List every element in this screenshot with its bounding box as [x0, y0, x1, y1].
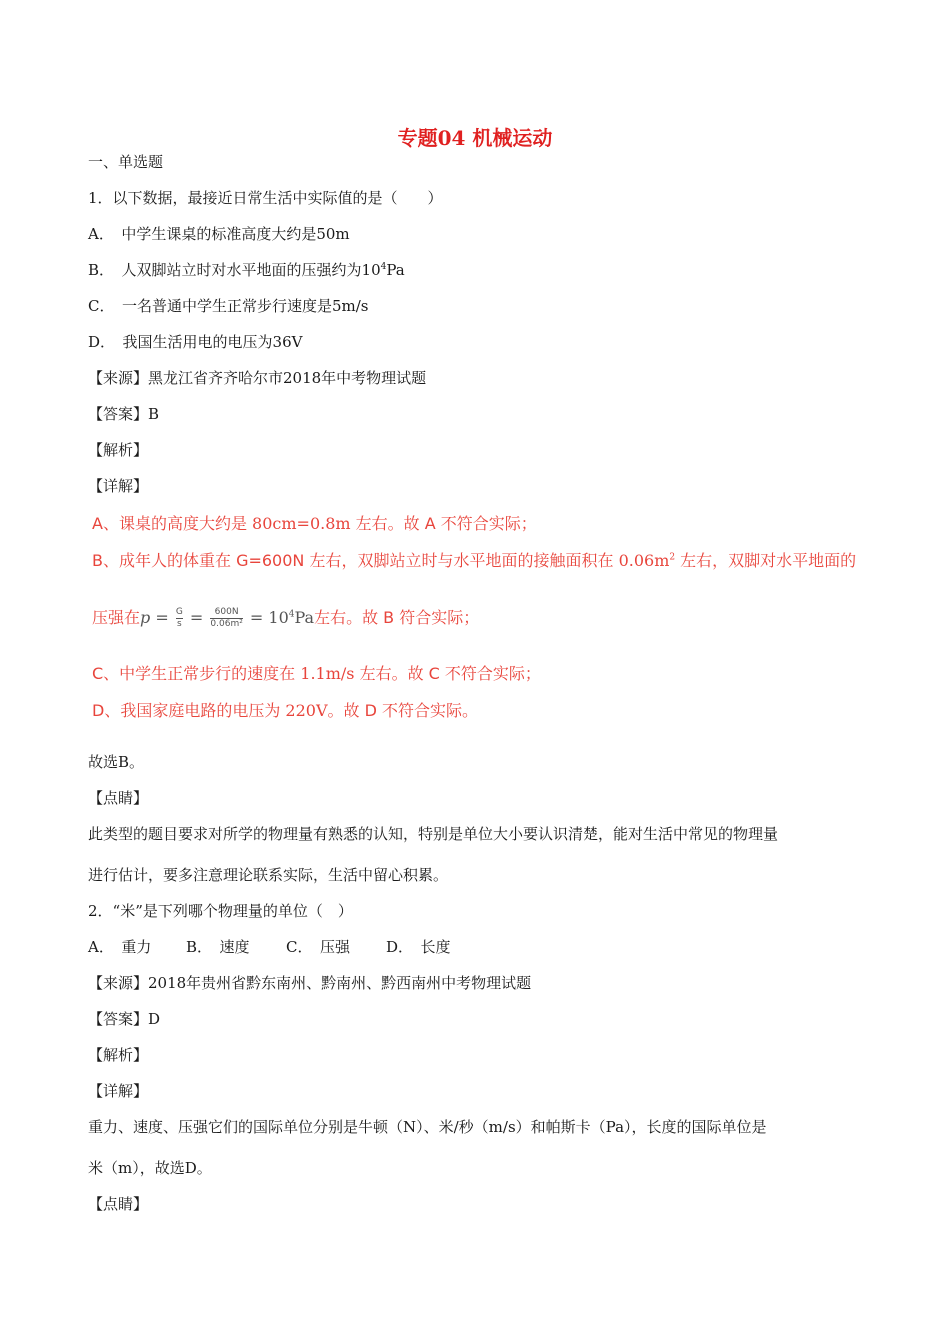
q1-stem: 1．以下数据，最接近日常生活中实际值的是（ ） — [88, 189, 443, 207]
q1-tip-text-2: 进行估计，要多注意理论联系实际，生活中留心积累。 — [88, 866, 449, 884]
q2-analysis-label: 【解析】 — [88, 1046, 149, 1064]
q1-detail-a: A、课桌的高度大约是 80cm=0.8m 左右。故 A 不符合实际； — [92, 514, 537, 533]
fraction-g-over-s: $\frac{G}{s}$ — [175, 607, 183, 629]
q1-source: 【来源】黑龙江省齐齐哈尔市2018年中考物理试题 — [88, 369, 427, 387]
q2-options — [88, 937, 451, 957]
q1-option-a: A． 中学生课桌的标准高度大约是50m — [88, 225, 350, 243]
q2-option-a: A． 重力 — [88, 938, 152, 956]
q1-answer: 【答案】B — [88, 405, 160, 423]
q2-tip-label: 【点睛】 — [88, 1195, 149, 1213]
q1-detail-d: D、我国家庭电路的电压为 220V。故 D 不符合实际。 — [92, 701, 479, 720]
q2-option-b: B． 速度 — [186, 938, 250, 956]
section-heading: 一、单选题 — [88, 153, 164, 171]
q1-detail-label: 【详解】 — [88, 477, 149, 495]
q1-analysis-label: 【解析】 — [88, 441, 149, 459]
q1-tip-label: 【点睛】 — [88, 789, 149, 807]
q2-answer: 【答案】D — [88, 1010, 161, 1028]
q2-stem: 2．“米”是下列哪个物理量的单位（ ） — [88, 902, 353, 920]
q2-option-d: D． 长度 — [386, 938, 451, 956]
q2-source: 【来源】2018年贵州省黔东南州、黔南州、黔西南州中考物理试题 — [88, 974, 532, 992]
q2-detail-label: 【详解】 — [88, 1082, 149, 1100]
q2-option-c: C． 压强 — [286, 938, 350, 956]
q2-detail-text-1: 重力、速度、压强它们的国际单位分别是牛顿（N）、米/秒（m/s）和帕斯卡（Pa），长度的国际单位是 — [88, 1118, 767, 1136]
q1-detail-c: C、中学生正常步行的速度在 1.1m/s 左右。故 C 不符合实际； — [92, 664, 541, 683]
q1-tip-text-1: 此类型的题目要求对所学的物理量有熟悉的认知，特别是单位大小要认识清楚，能对生活中常见的物理量 — [88, 825, 779, 843]
fraction-600n-over-area: $\frac{600N}{\text{0.06m²}}$ — [210, 607, 243, 629]
q1-conclusion: 故选B。 — [88, 753, 145, 771]
q1-option-b: B． 人双脚站立时对水平地面的压强约为$10^4Pa$ — [88, 261, 405, 279]
q1-option-c: C． 一名普通中学生正常步行速度是5m/s — [88, 297, 369, 315]
q1-detail-b-formula: 压强在p = $\frac{G}{s}$ = $\frac{600N}{\text{0.06m²}}$ = $10^4Pa$左右。故 B 符合实际； — [92, 607, 480, 629]
q2-detail-text-2: 米（m），故选D。 — [88, 1159, 212, 1177]
page-title: 专题04 机械运动 — [397, 126, 553, 150]
q1-option-d: D． 我国生活用电的电压为36V — [88, 333, 303, 351]
q1-detail-b: B、成年人的体重在 G=600N 左右，双脚站立时与水平地面的接触面积在 $0.06m^2$ 左右，双脚对水平地面的 — [92, 551, 857, 570]
